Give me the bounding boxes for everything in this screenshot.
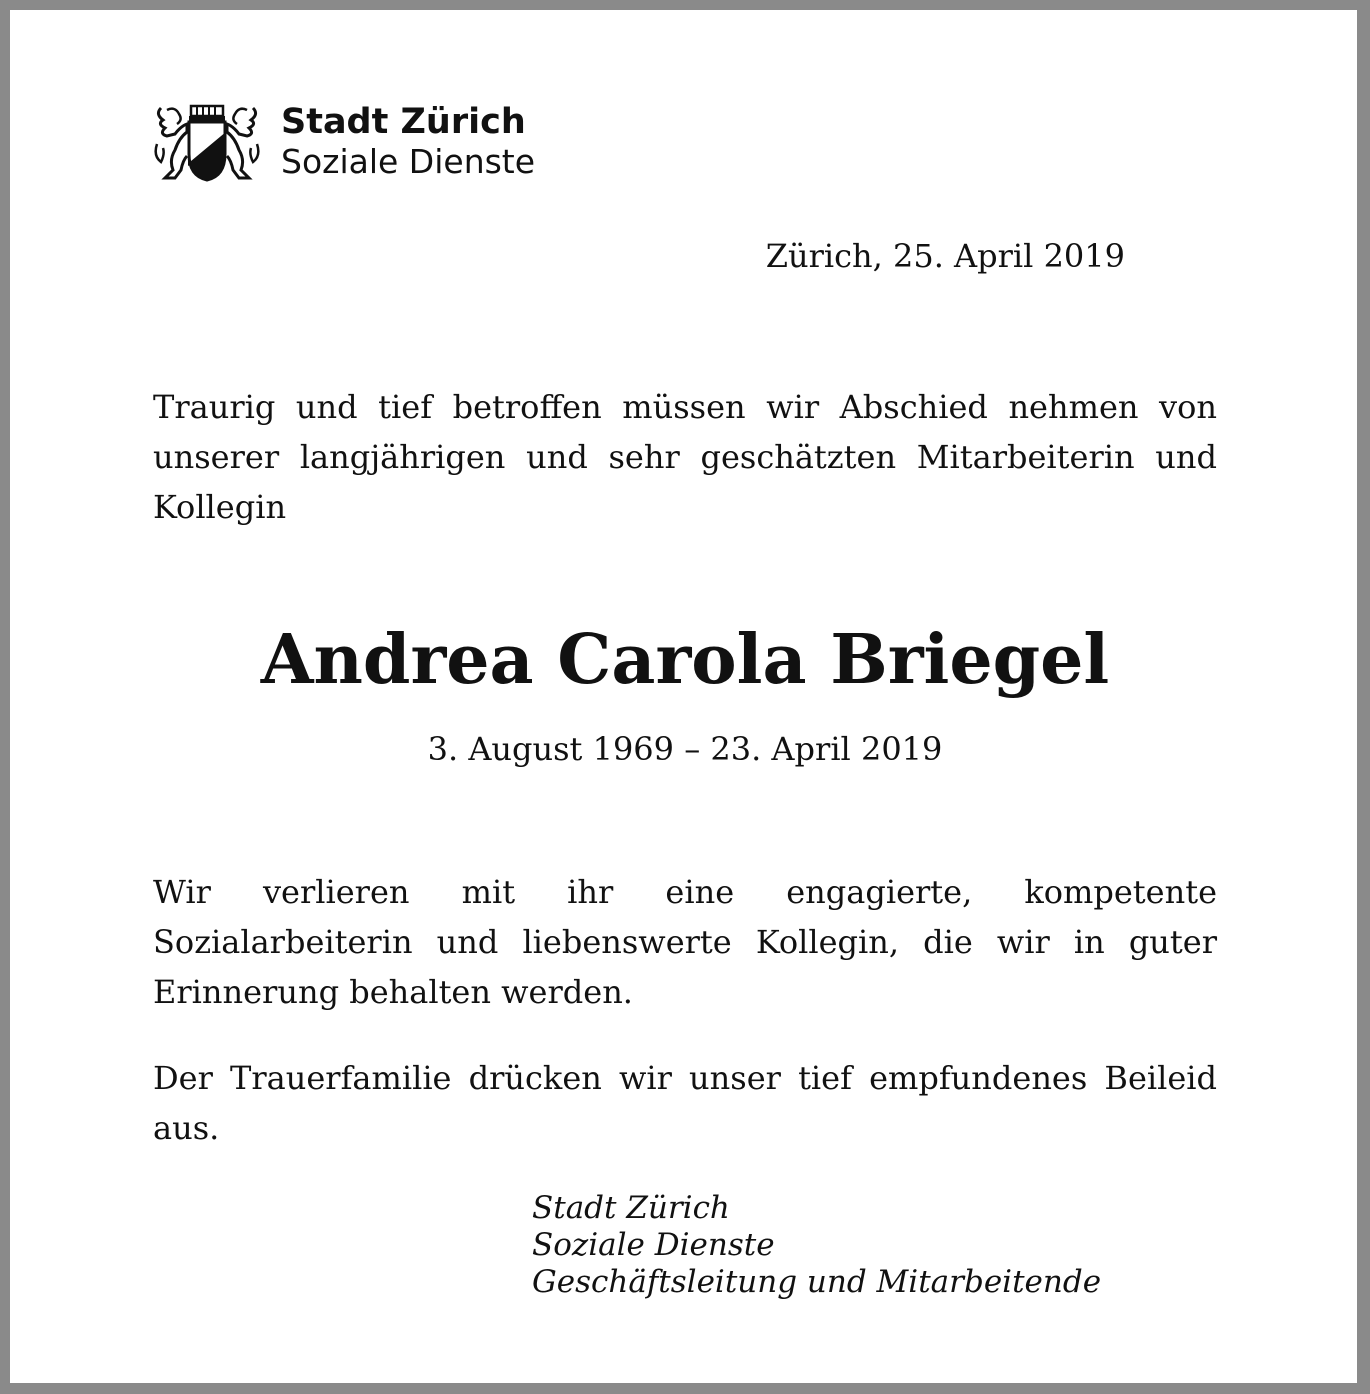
zurich-coat-of-arms-icon xyxy=(153,104,261,182)
deceased-name: Andrea Carola Briegel xyxy=(260,620,1110,700)
signature-senders: Geschäftsleitung und Mitarbeitende xyxy=(532,1264,1102,1300)
date-line: Zürich, 25. April 2019 xyxy=(765,237,1125,275)
intro-paragraph: Traurig und tief betroffen müssen wir Abschied nehmen von unserer langjährigen und sehr geschätzten Mitarbeiterin und Kollegin xyxy=(153,388,1217,526)
letterhead-logo xyxy=(153,102,573,192)
deceased-lifespan: 3. August 1969 – 23. April 2019 xyxy=(427,730,943,768)
letterhead-department: Soziale Dienste xyxy=(281,142,536,181)
signature-block xyxy=(532,1190,1101,1301)
signature-department: Soziale Dienste xyxy=(532,1227,775,1263)
condolence-paragraph: Der Trauerfamilie drücken wir unser tief empfundenes Beileid aus. xyxy=(153,1059,1217,1147)
obituary-page xyxy=(10,10,1357,1383)
body-paragraph: Wir verlieren mit ihr eine engagierte, kompetente Sozialarbeiterin und liebenswerte Kollegin, die wir in guter Erinnerung behalten werden. xyxy=(153,873,1217,1011)
letterhead-city: Stadt Zürich xyxy=(281,102,526,142)
signature-city: Stadt Zürich xyxy=(532,1190,730,1226)
